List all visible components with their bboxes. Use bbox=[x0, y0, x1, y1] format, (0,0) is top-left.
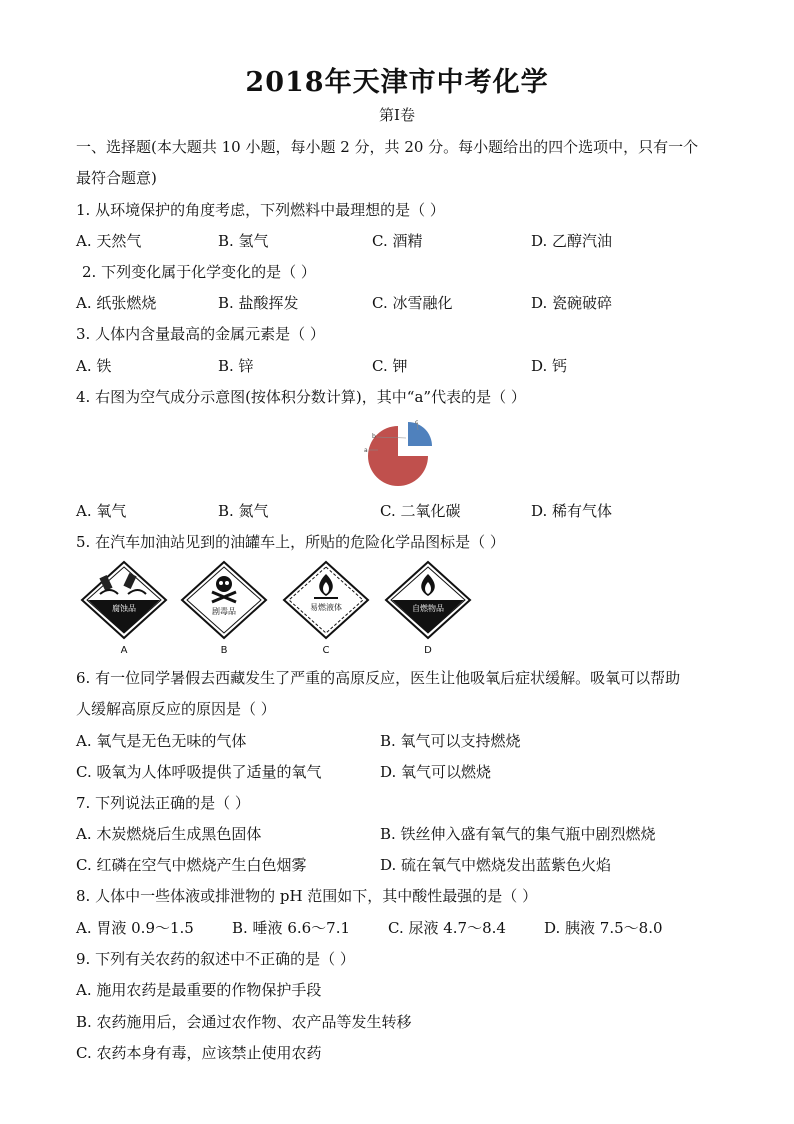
section-instructions-line2: 最符合题意) bbox=[76, 169, 157, 187]
question-4-stem: 4. 右图为空气成分示意图(按体积分数计算)，其中“a”代表的是（ ） bbox=[76, 388, 526, 406]
question-2-option-a: A. 纸张燃烧 bbox=[76, 294, 157, 312]
air-composition-pie-figure bbox=[360, 418, 440, 492]
question-8-option-a: A. 胃液 0.9～1.5 bbox=[76, 919, 194, 937]
question-8-option-d: D. 胰液 7.5～8.0 bbox=[544, 919, 663, 937]
sign-a-text: 腐蚀品 bbox=[112, 604, 136, 613]
question-2-option-b: B. 盐酸挥发 bbox=[218, 294, 299, 312]
question-8-option-b: B. 唾液 6.6～7.1 bbox=[232, 919, 351, 937]
question-1-option-d: D. 乙醇汽油 bbox=[531, 232, 613, 250]
question-8-option-c: C. 尿液 4.7～8.4 bbox=[388, 919, 506, 937]
question-2-option-d: D. 瓷碗破碎 bbox=[531, 294, 613, 312]
sign-b-text: 剧毒品 bbox=[212, 607, 236, 616]
spontaneous-combustion-sign-icon bbox=[384, 560, 472, 656]
section-instructions-line1: 一、选择题(本大题共 10 小题，每小题 2 分，共 20 分。每小题给出的四个选项中，只有一个 bbox=[76, 138, 699, 156]
question-9-option-c: C. 农药本身有毒，应该禁止使用农药 bbox=[76, 1044, 322, 1062]
question-1-option-b: B. 氢气 bbox=[218, 232, 269, 250]
question-7-option-b: B. 铁丝伸入盛有氧气的集气瓶中剧烈燃烧 bbox=[380, 825, 656, 843]
question-7-option-c: C. 红磷在空气中燃烧产生白色烟雾 bbox=[76, 856, 307, 874]
pie-label-b: b bbox=[372, 433, 376, 440]
question-6-option-d: D. 氧气可以燃烧 bbox=[380, 763, 492, 781]
question-7-stem: 7. 下列说法正确的是（ ） bbox=[76, 794, 250, 812]
question-4-option-c: C. 二氧化碳 bbox=[380, 502, 461, 520]
question-3-option-a: A. 铁 bbox=[76, 357, 112, 375]
sign-d-letter: D bbox=[424, 645, 432, 656]
pie-label-a: a bbox=[364, 447, 368, 454]
section-subtitle: 第Ⅰ卷 bbox=[379, 106, 415, 124]
sign-b-letter: B bbox=[220, 645, 228, 656]
question-3-option-c: C. 钾 bbox=[372, 357, 408, 375]
flammable-liquid-sign-icon bbox=[282, 560, 370, 656]
sign-c-text: 易燃液体 bbox=[310, 603, 342, 612]
corrosive-sign-icon bbox=[80, 560, 168, 656]
question-9-stem: 9. 下列有关农药的叙述中不正确的是（ ） bbox=[76, 950, 355, 968]
question-6-option-c: C. 吸氧为人体呼吸提供了适量的氧气 bbox=[76, 763, 322, 781]
page-title: 2018年天津市中考化学 bbox=[245, 67, 549, 98]
question-3-option-d: D. 钙 bbox=[531, 357, 568, 375]
question-5-stem: 5. 在汽车加油站见到的油罐车上，所贴的危险化学品图标是（ ） bbox=[76, 533, 505, 551]
question-2-stem: 2. 下列变化属于化学变化的是（ ） bbox=[82, 263, 316, 281]
question-4-option-a: A. 氧气 bbox=[76, 502, 127, 520]
question-6-stem: 6. 有一位同学暑假去西藏发生了严重的高原反应，医生让他吸氧后症状缓解。吸氧可以帮助 bbox=[76, 669, 681, 687]
question-4-option-d: D. 稀有气体 bbox=[531, 502, 613, 520]
question-6-option-b: B. 氧气可以支持燃烧 bbox=[380, 732, 521, 750]
question-7-option-d: D. 硫在氧气中燃烧发出蓝紫色火焰 bbox=[380, 856, 612, 874]
question-1-stem: 1. 从环境保护的角度考虑，下列燃料中最理想的是（ ） bbox=[76, 201, 445, 219]
question-6-option-a: A. 氧气是无色无味的气体 bbox=[76, 732, 247, 750]
sign-c-letter: C bbox=[322, 645, 330, 656]
question-1-option-c: C. 酒精 bbox=[372, 232, 423, 250]
question-9-option-a: A. 施用农药是最重要的作物保护手段 bbox=[76, 981, 322, 999]
question-9-option-b: B. 农药施用后，会通过农作物、农产品等发生转移 bbox=[76, 1013, 412, 1031]
pie-slice-c bbox=[408, 422, 432, 446]
question-8-stem: 8. 人体中一些体液或排泄物的 pH 范围如下，其中酸性最强的是（ ） bbox=[76, 887, 538, 905]
toxic-sign-icon bbox=[180, 560, 268, 656]
sign-a-letter: A bbox=[120, 645, 128, 656]
question-4-option-b: B. 氮气 bbox=[218, 502, 269, 520]
pie-label-c: c bbox=[415, 419, 419, 426]
sign-d-text: 自燃物品 bbox=[412, 604, 444, 613]
question-3-option-b: B. 锌 bbox=[218, 357, 254, 375]
question-1-option-a: A. 天然气 bbox=[76, 232, 142, 250]
question-6-stem-line2: 人缓解高原反应的原因是（ ） bbox=[76, 700, 276, 718]
question-7-option-a: A. 木炭燃烧后生成黑色固体 bbox=[76, 825, 262, 843]
question-3-stem: 3. 人体内含量最高的金属元素是（ ） bbox=[76, 325, 325, 343]
question-2-option-c: C. 冰雪融化 bbox=[372, 294, 453, 312]
